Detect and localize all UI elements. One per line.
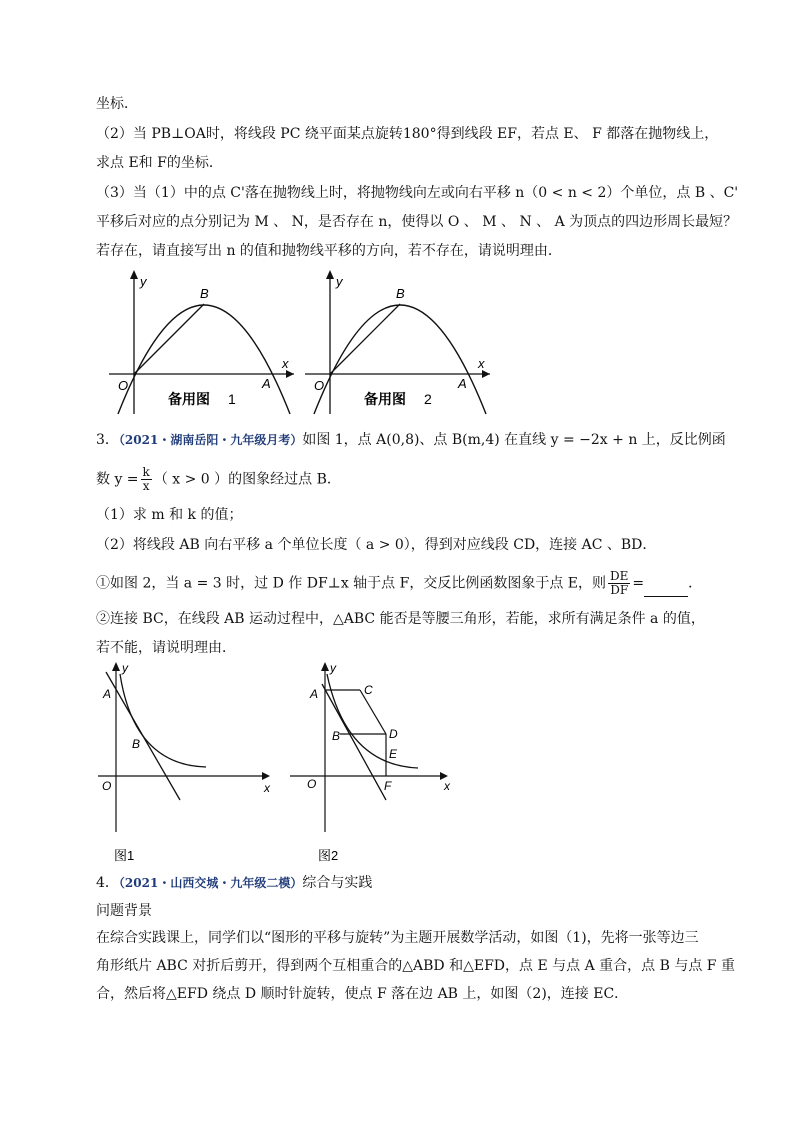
q3f1-b-label: B xyxy=(132,737,141,751)
q2f2-o-label: O xyxy=(314,378,325,393)
q3f2-y-label: y xyxy=(330,661,336,675)
q2f1-caption-num: 1 xyxy=(228,391,236,407)
q2f1-x-label: x xyxy=(282,356,289,371)
q4-number: 4． xyxy=(96,875,119,891)
q4-heading: 问题背景 xyxy=(96,903,152,919)
q3f2-f-label: F xyxy=(384,779,392,793)
q2f1-o-label: O xyxy=(118,378,129,393)
q4-line-3: 角形纸片 ABC 对折后剪开，得到两个互相重合的△ABD 和△EFD，点 E 与点 A 重合，点 B 与点 F 重 xyxy=(96,958,735,974)
q3-source-tag: （2021・湖南岳阳・九年级月考） xyxy=(118,433,303,447)
q3f2-x-label: x xyxy=(444,779,450,793)
q2f1-a-label: A xyxy=(262,376,271,391)
q3-line-2-tail: （ x > 0 ）的图象经过点 B． xyxy=(153,471,341,488)
q3f2-b-label: B xyxy=(332,729,341,743)
q3f2-c-label: C xyxy=(364,683,373,697)
q2f1-y-label: y xyxy=(140,274,147,289)
q2-line-3: 求点 E和 F的坐标． xyxy=(96,155,223,171)
q2-backup-figure-2 xyxy=(300,266,495,416)
q2f2-b-label: B xyxy=(396,286,405,301)
q3-ratio-fraction xyxy=(608,570,630,597)
q3-line-1-text: 如图 1，点 A(0,8)、点 B(m,4) 在直线 y = −2x + n 上，反比例函 xyxy=(302,432,726,448)
q3-figure-1 xyxy=(94,660,274,865)
q2f2-x-label: x xyxy=(478,356,485,371)
q3-line-5-end: ． xyxy=(688,575,703,592)
q3-fraction-num: k xyxy=(142,465,150,479)
q3-line-3: （1）求 m 和 k 的值； xyxy=(96,507,243,523)
q3-line-6: ②连接 BC，在线段 AB 运动过程中，△ABC 能否是等腰三角形，若能，求所有满足条件 a 的值， xyxy=(96,611,705,627)
q3-figure-2 xyxy=(288,660,458,865)
q2-backup-figure-1 xyxy=(104,266,299,416)
q2-line-1: 坐标． xyxy=(96,96,138,112)
q3-line-5-lead: ①如图 2，当 a = 3 时，过 D 作 DF⊥x 轴于点 F，交反比例函数图象于点 E，则 xyxy=(96,575,607,592)
q2-line-2: （2）当 PB⊥OA时，将线段 PC 绕平面某点旋转180°得到线段 EF，若点 E、 F 都落在抛物线上， xyxy=(96,126,719,142)
q3-equals: = xyxy=(632,575,645,592)
q4-line-4: 合，然后将△EFD 绕点 D 顺时针旋转，使点 F 落在边 AB 上，如图（2)，连接 EC． xyxy=(96,986,629,1002)
q3-line-7: 若不能，请说明理由． xyxy=(96,640,236,656)
q2f2-a-label: A xyxy=(458,376,467,391)
q4-line-1 xyxy=(96,873,372,893)
q3f2-caption: 图2 xyxy=(318,848,339,863)
q3f1-a-label: A xyxy=(103,687,112,701)
q4-source-tag: （2021・山西交城・九年级二模） xyxy=(118,876,303,890)
q2f2-caption-num: 2 xyxy=(424,391,432,407)
q2f2-y-label: y xyxy=(336,274,343,289)
q4-title: 综合与实践 xyxy=(302,875,373,891)
q3-line-4: （2）将线段 AB 向右平移 a 个单位长度（ a > 0），得到对应线段 CD，连接 AC 、BD． xyxy=(96,537,657,553)
q2f1-caption: 备用图 xyxy=(168,391,210,407)
q3-line-1 xyxy=(96,430,726,450)
q3f1-o-label: O xyxy=(102,779,112,793)
q3f1-y-label: y xyxy=(122,661,128,675)
q3-ratio-den: DF xyxy=(610,583,629,597)
q3-line-5 xyxy=(96,570,702,597)
q3f2-o-label: O xyxy=(307,777,317,791)
q2f1-b-label: B xyxy=(200,286,209,301)
q3-answer-blank xyxy=(644,582,688,597)
q3-line-2 xyxy=(96,466,341,493)
q3-ratio-num: DE xyxy=(610,569,629,583)
q4-line-2: 在综合实践课上，同学们以“图形的平移与旋转”为主题开展数学活动，如图（1)，先将一张等边三 xyxy=(96,930,699,946)
q3-line-2-lead: 数 y = xyxy=(96,471,139,488)
q3f2-d-label: D xyxy=(389,727,398,741)
q3f2-e-label: E xyxy=(389,747,398,761)
q3-number: 3． xyxy=(96,432,119,448)
q3f1-x-label: x xyxy=(264,781,270,795)
q3f2-a-label: A xyxy=(310,687,319,701)
q2-line-4: （3）当（1）中的点 C'落在抛物线上时，将抛物线向左或向右平移 n（0 < n < 2）个单位，点 B 、C' xyxy=(96,185,739,201)
q2-line-6: 若存在，请直接写出 n 的值和抛物线平移的方向，若不存在，请说明理由． xyxy=(96,243,562,259)
q2-line-5: 平移后对应的点分别记为 M 、 N，是否存在 n，使得以 O 、 M 、 N 、 A 为顶点的四边形周长最短？ xyxy=(96,214,738,230)
q3-fraction-den: x xyxy=(142,479,150,493)
q2f2-caption: 备用图 xyxy=(364,391,406,407)
q3f1-caption: 图1 xyxy=(114,848,135,863)
q3-fraction xyxy=(141,466,152,493)
